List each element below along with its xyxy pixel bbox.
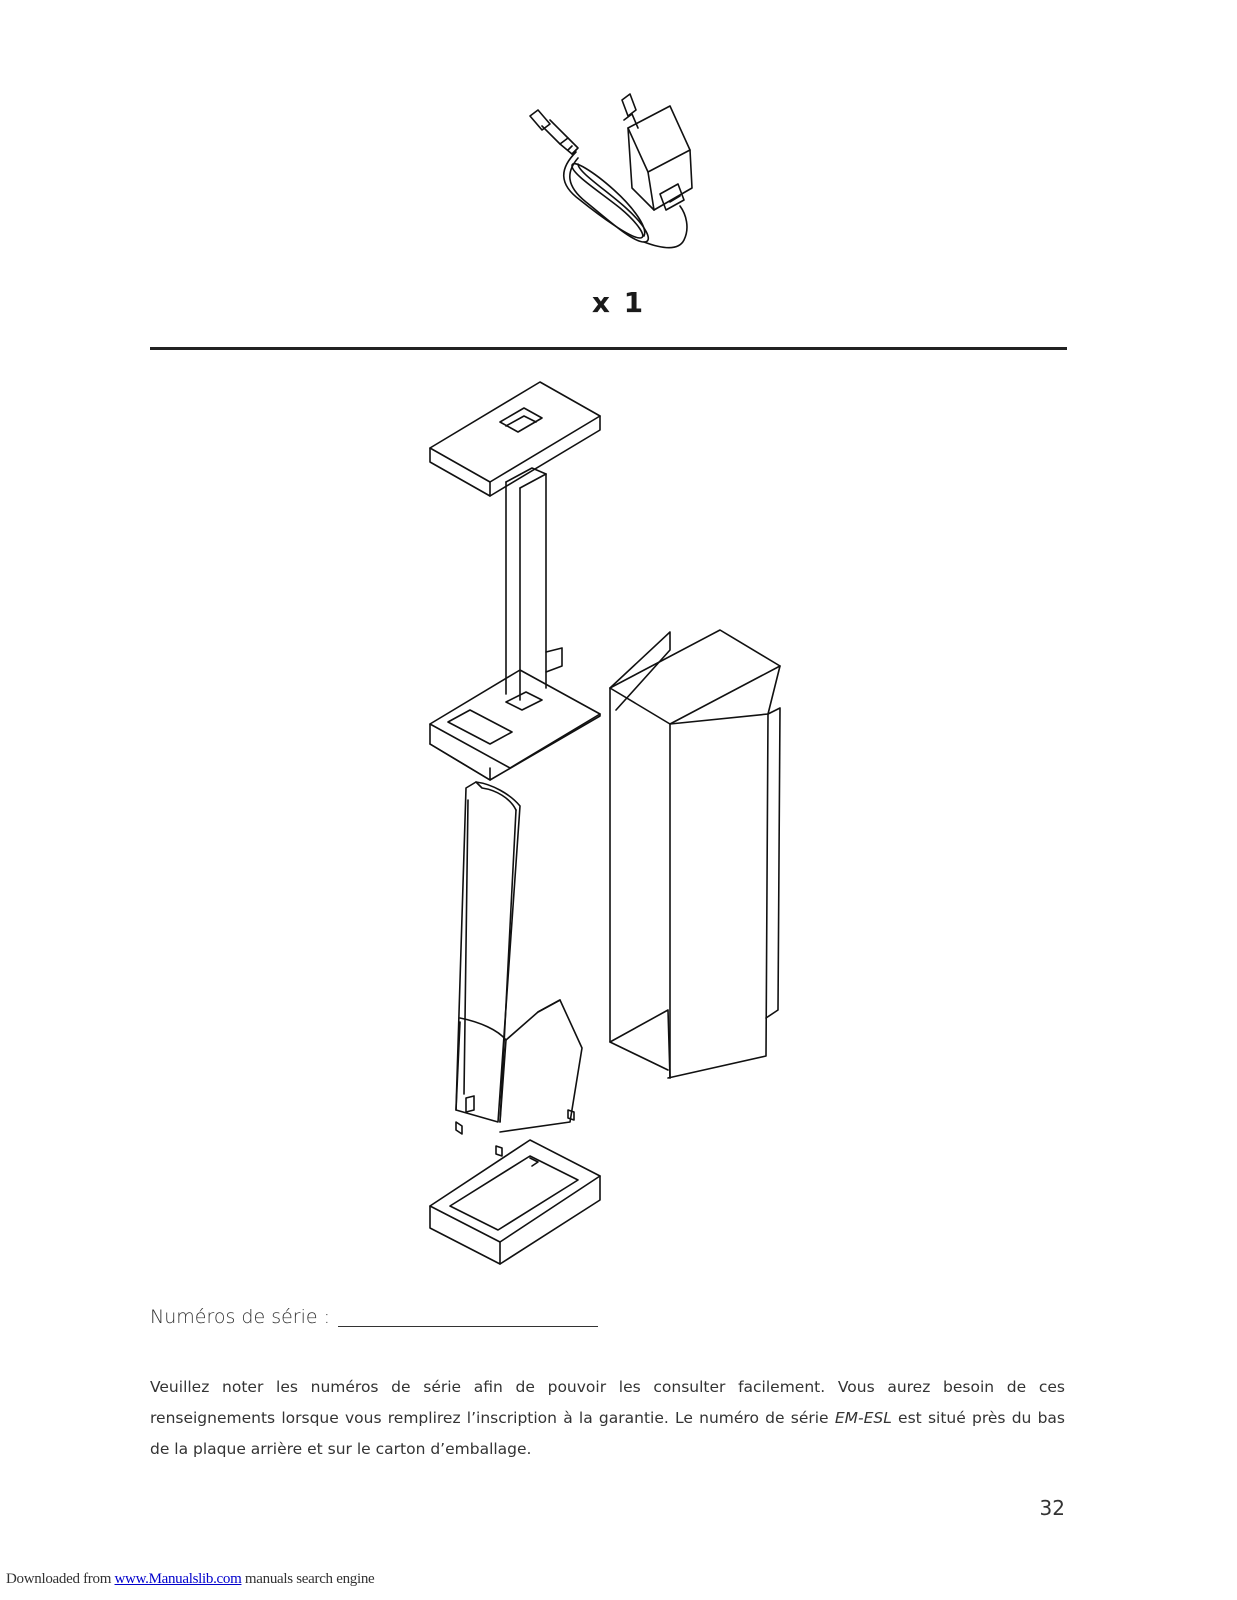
bottom-foam-tray xyxy=(430,1140,600,1264)
power-adapter-illustration xyxy=(520,88,700,268)
serial-numbers-blank xyxy=(338,1306,598,1327)
download-footer xyxy=(6,1571,374,1588)
adapter-quantity: x 1 xyxy=(591,286,646,319)
serial-numbers-label: Numéros de série : xyxy=(150,1306,331,1328)
serial-instructions-paragraph xyxy=(150,1372,1065,1465)
manualslib-link[interactable]: www.Manualslib.com xyxy=(114,1571,242,1587)
top-foam-cap xyxy=(430,382,600,496)
speaker-packaging-exploded-icon xyxy=(420,370,800,1270)
model-name: EM-ESL xyxy=(834,1409,892,1427)
middle-foam-block xyxy=(430,670,600,780)
power-adapter-icon xyxy=(520,88,700,268)
footer-suffix: manuals search engine xyxy=(241,1571,375,1587)
paragraph-text-end: est situé près du bas de la plaque arrière et sur le carton d’emballage. xyxy=(150,1409,1066,1458)
serial-numbers-field xyxy=(150,1306,598,1328)
section-divider xyxy=(150,347,1067,350)
speaker-unit xyxy=(456,782,582,1156)
packaging-diagram xyxy=(420,370,800,1270)
shipping-carton xyxy=(610,630,780,1078)
footer-prefix: Downloaded from xyxy=(6,1571,115,1587)
page-number: 32 xyxy=(1039,1496,1065,1520)
paragraph-text-start: Veuillez noter les numéros de série afin de pouvoir les consulter facilement. Vous aurez besoin de ces renseignements lorsque vous remplirez l’inscription à la garantie. Le numéro de série xyxy=(150,1378,1065,1427)
support-post xyxy=(506,468,562,700)
